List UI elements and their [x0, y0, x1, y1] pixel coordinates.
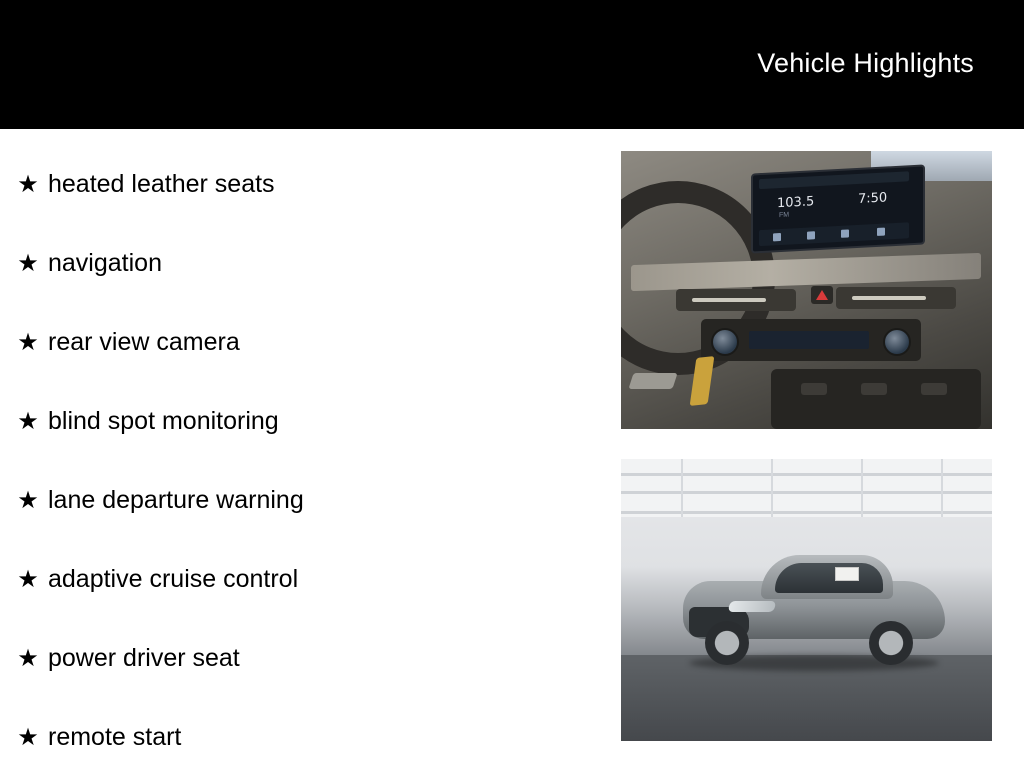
screen-status-bar — [759, 171, 909, 189]
menu-icon — [773, 233, 781, 241]
slide-header — [0, 0, 1024, 129]
climate-control-panel[interactable] — [701, 319, 921, 361]
window-sticker — [835, 567, 859, 581]
star-icon: ★ — [17, 644, 39, 672]
climate-display — [749, 331, 869, 349]
list-item-label: heated leather seats — [48, 170, 275, 198]
list-item-label: adaptive cruise control — [48, 565, 299, 593]
list-item-label: remote start — [48, 723, 182, 751]
console-button[interactable] — [861, 383, 887, 395]
list-item — [0, 540, 600, 619]
list-item — [0, 619, 600, 698]
star-icon: ★ — [17, 407, 39, 435]
console-button[interactable] — [801, 383, 827, 395]
vehicle-highlights-list — [0, 129, 600, 768]
radio-band: FM — [779, 211, 790, 220]
ceiling-divider — [941, 459, 943, 517]
list-item-label: lane departure warning — [48, 486, 304, 514]
ceiling-divider — [861, 459, 863, 517]
list-item — [0, 461, 600, 540]
hazard-light-button[interactable] — [811, 286, 833, 304]
ceiling-line — [621, 491, 992, 494]
list-item-label: power driver seat — [48, 644, 240, 672]
star-icon: ★ — [17, 565, 39, 593]
settings-icon — [877, 228, 885, 236]
car-headlight — [728, 601, 776, 612]
list-item-label: navigation — [48, 249, 162, 277]
list-item — [0, 224, 600, 303]
star-icon: ★ — [17, 170, 39, 198]
list-item-label: blind spot monitoring — [48, 407, 279, 435]
ceiling-divider — [771, 459, 773, 517]
screen-menu-bar — [759, 222, 909, 246]
ceiling-divider — [681, 459, 683, 517]
radio-frequency: 103.5 — [777, 194, 815, 212]
infotainment-screen — [751, 164, 925, 253]
list-item — [0, 698, 600, 777]
star-icon: ★ — [17, 723, 39, 751]
front-wheel — [705, 621, 749, 665]
showroom-ceiling — [621, 459, 992, 517]
console-button[interactable] — [921, 383, 947, 395]
list-item-label: rear view camera — [48, 328, 240, 356]
car-illustration — [683, 553, 945, 665]
air-vent-left — [676, 289, 796, 311]
air-vent-right — [836, 287, 956, 309]
car-windshield — [775, 563, 883, 593]
clock-display: 7:50 — [858, 190, 888, 207]
ceiling-line — [621, 511, 992, 514]
star-icon: ★ — [17, 328, 39, 356]
star-icon: ★ — [17, 249, 39, 277]
list-item — [0, 145, 600, 224]
star-icon: ★ — [17, 486, 39, 514]
rear-wheel — [869, 621, 913, 665]
music-icon — [841, 229, 849, 237]
dead-pedal — [628, 373, 677, 389]
ceiling-line — [621, 473, 992, 476]
vehicle-exterior-front-three-quarter-photo — [621, 459, 992, 741]
vent-slat — [852, 296, 926, 300]
vehicle-interior-dashboard-photo — [621, 151, 992, 429]
list-item — [0, 303, 600, 382]
center-console — [771, 369, 981, 429]
phone-icon — [807, 231, 815, 239]
list-item — [0, 382, 600, 461]
vent-slat — [692, 298, 766, 302]
page-title: Vehicle Highlights — [757, 48, 974, 78]
temperature-knob-left[interactable] — [711, 328, 739, 356]
temperature-knob-right[interactable] — [883, 328, 911, 356]
